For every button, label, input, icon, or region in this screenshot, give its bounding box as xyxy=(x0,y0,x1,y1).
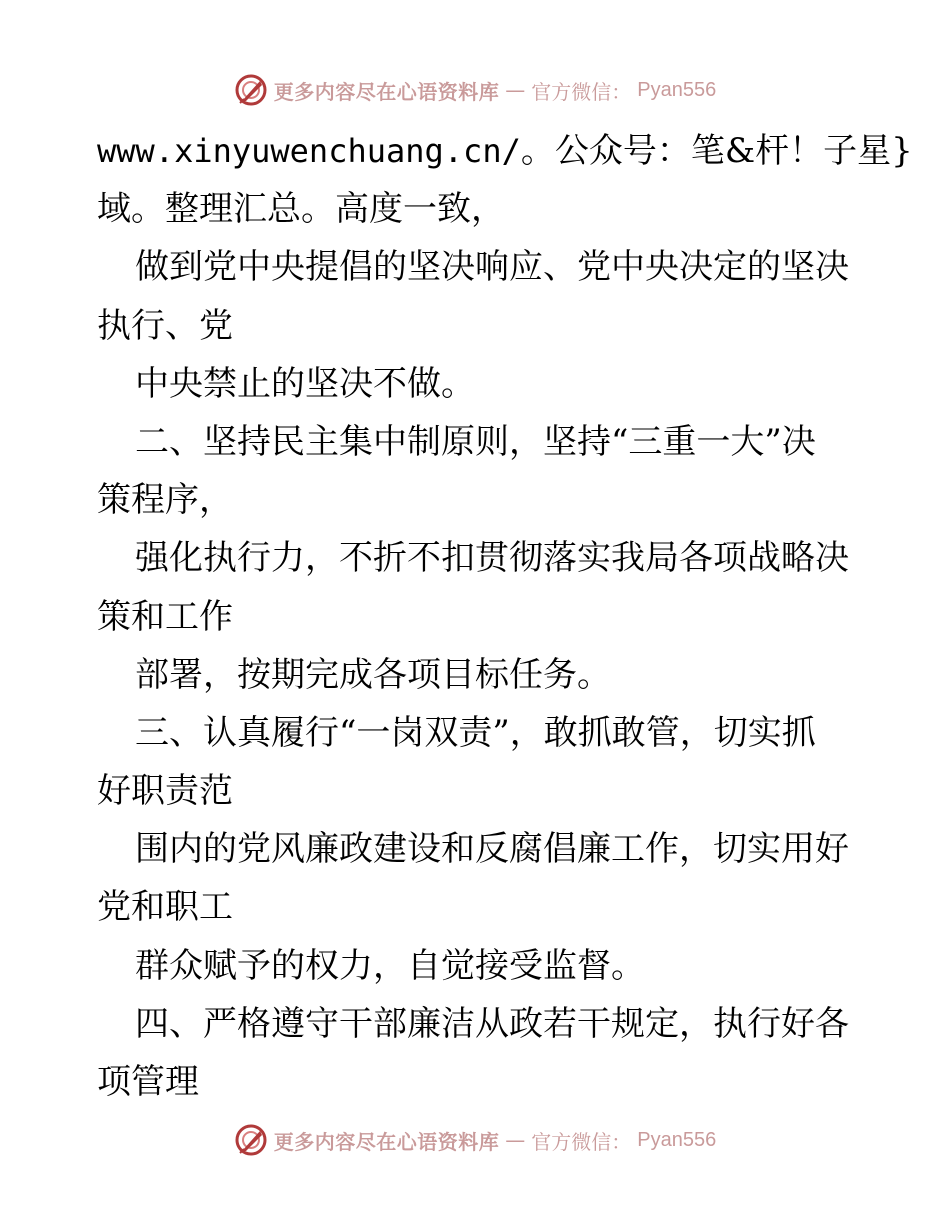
header-banner-inner xyxy=(234,73,716,107)
body-line: 中央禁止的坚决不做。 xyxy=(135,363,475,404)
body-line: 执行、党 xyxy=(97,305,233,346)
body-line: 二、坚持民主集中制原则，坚持“三重一大”决 xyxy=(135,421,816,462)
document-body xyxy=(97,122,913,1111)
body-line: 做到党中央提倡的坚决响应、党中央决定的坚决 xyxy=(135,247,849,288)
banner-separator: — xyxy=(505,1128,526,1152)
banner-separator: — xyxy=(505,78,526,102)
quill-logo-icon xyxy=(234,1123,268,1157)
body-line: 强化执行力，不折不扣贯彻落实我局各项战略决 xyxy=(135,538,849,579)
footer-banner-inner xyxy=(234,1123,716,1157)
banner-wechat-id: Pyan556 xyxy=(637,1128,717,1151)
body-line: 域。整理汇总。高度一致， xyxy=(97,189,505,230)
banner-title: 更多内容尽在心语资料库 xyxy=(273,79,500,104)
banner-wechat-label: 官方微信： xyxy=(531,1129,632,1154)
website-url: www.xinyuwenchuang.cn/ xyxy=(97,132,521,170)
body-line: 好职责范 xyxy=(97,771,233,812)
body-line: 围内的党风廉政建设和反腐倡廉工作，切实用好 xyxy=(135,829,849,870)
footer-banner xyxy=(0,1120,950,1160)
banner-wechat-label: 官方微信： xyxy=(531,79,632,104)
body-line-text: 。公众号：笔&杆！子星} xyxy=(520,131,913,171)
body-line: 群众赋予的权力，自觉接受监督。 xyxy=(135,945,645,986)
banner-title: 更多内容尽在心语资料库 xyxy=(273,1129,500,1154)
body-line: 部署，按期完成各项目标任务。 xyxy=(135,654,611,695)
body-line xyxy=(97,122,913,180)
body-line: 策和工作 xyxy=(97,596,233,637)
body-line: 三、认真履行“一岗双责”，敢抓敢管，切实抓 xyxy=(135,712,816,753)
body-line: 策程序， xyxy=(97,480,233,521)
body-line: 党和职工 xyxy=(97,887,233,928)
body-line: 四、严格遵守干部廉洁从政若干规定，执行好各 xyxy=(135,1003,849,1044)
quill-logo-icon xyxy=(234,73,268,107)
banner-wechat-id: Pyan556 xyxy=(637,78,717,101)
header-banner xyxy=(0,70,950,110)
body-line: 项管理 xyxy=(97,1062,199,1102)
